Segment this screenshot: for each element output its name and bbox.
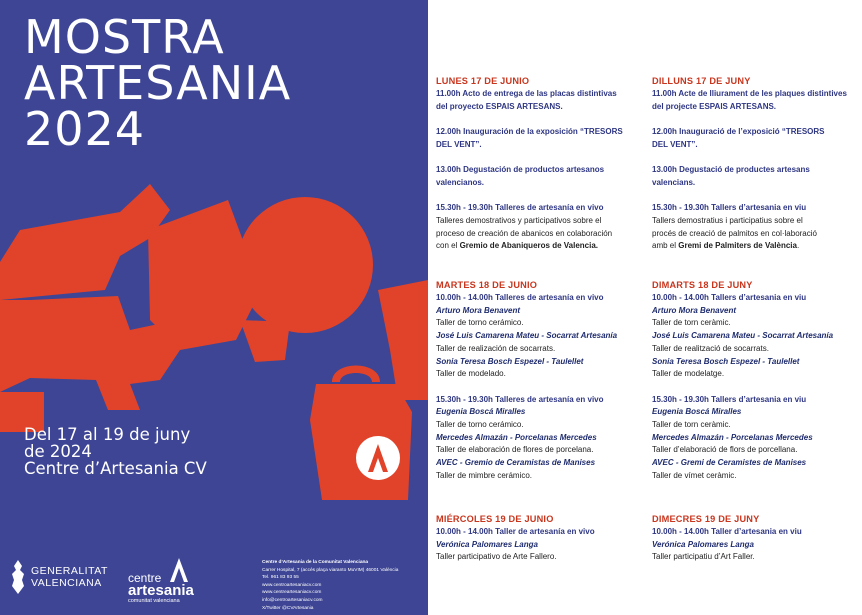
contact-twitter[interactable]: X/Twitter @CVArtesania (262, 605, 314, 611)
event-line: 15.30h - 19.30h Talleres de artesanía en vivo (436, 394, 604, 404)
event-line: 13.00h Degustación de productos artesanos (436, 165, 605, 175)
contact-web-va[interactable]: www.centreartesaniacv.com (262, 590, 322, 596)
workshop-artisan: Sonia Teresa Bosch Espezel - Taulellet (436, 356, 584, 366)
workshop-artisan: Eugenia Boscá Miralles (652, 407, 742, 417)
text-line: Taller de torno cerámico. (436, 318, 524, 328)
day-wednesday-es (436, 513, 651, 564)
text-line: Talleres demostrativos y participativos sobre el (436, 215, 602, 225)
workshop-artisan: Eugenia Boscá Miralles (436, 407, 526, 417)
gv-line-1: GENERALITAT (31, 565, 108, 577)
ca-line-1: centre (128, 571, 162, 585)
vase-shape (0, 184, 170, 300)
text-line: Taller participatiu d’Art Faller. (652, 552, 755, 562)
day-title: DILLUNS 17 DE JUNY (652, 76, 751, 86)
gv-line-2: VALENCIANA (31, 577, 102, 589)
guild-name: Gremi de Palmiters de València (678, 241, 797, 251)
event-line: DEL VENT”. (436, 139, 482, 149)
text-part: . (796, 241, 800, 251)
workshop-artisan: Mercedes Almazán - Porcelanas Mercedes (652, 432, 813, 442)
day-wednesday-va (652, 513, 862, 564)
event-line: valencians. (652, 177, 696, 187)
event-line: 10.00h - 14.00h Taller de artesanía en vivo (436, 527, 595, 536)
workshop-artisan: Arturo Mora Benavent (652, 305, 737, 315)
bowl-shape (0, 300, 30, 392)
workshop-artisan: Verónica Palomares Langa (436, 539, 538, 549)
text-line: Taller de torn ceràmic. (652, 420, 731, 430)
event-line: del projecte ESPAIS ARTESANS. (652, 101, 777, 111)
text-line: procés de creació de palmitos en col·laboració (652, 228, 817, 238)
generalitat-logo (10, 560, 108, 594)
day-tuesday-es (436, 279, 651, 483)
text-line: Taller de realització de socarrats. (652, 343, 769, 353)
event-line: 15.30h - 19.30h Tallers d’artesania en viu (652, 203, 807, 213)
workshop-artisan: AVEC - Gremio de Ceramistas de Manises (436, 458, 596, 468)
text-line (652, 240, 862, 253)
day-monday-va (652, 75, 862, 253)
contact-phone[interactable]: Tel. 961 83 93 55 (262, 575, 299, 581)
contact-web-es[interactable]: www.centroartesaniacv.com (262, 582, 322, 588)
event-line: 15.30h - 19.30h Tallers d’artesania en viu (652, 394, 807, 404)
date-line-1: Del 17 al 19 de juny (24, 425, 191, 444)
day-title: DIMARTS 18 DE JUNY (652, 280, 753, 290)
text-line: proceso de creación de abanicos en colaboración (436, 228, 613, 238)
day-title: LUNES 17 DE JUNIO (436, 76, 530, 86)
poster-panel (0, 0, 428, 615)
ca-line-2: artesania (128, 582, 194, 599)
text-line: Taller de torn ceràmic. (652, 318, 731, 328)
event-line: 10.00h - 14.00h Talleres de artesanía en vivo (436, 293, 604, 302)
artesania-mark-icon (170, 558, 188, 582)
text-part: con el (436, 241, 460, 251)
poster-title (24, 10, 292, 156)
event-line: del proyecto ESPAIS ARTESANS. (436, 101, 563, 111)
poster-footer (0, 550, 428, 615)
text-line: Taller de torno cerámico. (436, 420, 524, 430)
day-title: MIÉRCOLES 19 DE JUNIO (436, 514, 554, 524)
event-line: 11.00h Acto de entrega de las placas distintivas (436, 89, 617, 98)
event-line: 12.00h Inauguración de la exposición “TRESORS (436, 127, 623, 137)
workshop-artisan: Mercedes Almazán - Porcelanas Mercedes (436, 432, 597, 442)
text-line: Taller de mimbre cerámico. (436, 470, 533, 480)
workshop-artisan: José Luis Camarena Mateu - Socarrat Artesanía (652, 331, 834, 341)
bottle-shape (240, 320, 290, 362)
contact-name: Centre d’Artesania de la Comunitat Valenciana (262, 560, 369, 565)
text-line: Taller de realización de socarrats. (436, 343, 556, 353)
guild-name: Gremio de Abaniqueros de Valencia. (459, 241, 598, 251)
bat-crest-icon (10, 560, 26, 594)
date-line-2: de 2024 (24, 442, 92, 461)
text-line: Taller d’elaboració de flors de porcellana. (652, 445, 798, 455)
event-line: 15.30h - 19.30h Talleres de artesanía en vivo (436, 203, 604, 213)
program-panel (428, 0, 862, 615)
text-part: amb el (652, 241, 679, 251)
text-line: Tallers demostratius i participatius sobre el (652, 215, 803, 225)
day-title: DIMECRES 19 DE JUNY (652, 514, 760, 524)
side-shape (378, 280, 428, 400)
event-dates (24, 426, 207, 477)
date-line-3: Centre d’Artesania CV (24, 459, 207, 478)
contact-info (262, 559, 398, 612)
event-line: 13.00h Degustació de productes artesans (652, 165, 810, 175)
contact-email[interactable]: info@centroartesaniacv.com (262, 597, 323, 603)
contact-address: Carrer Hospital, 7 (accés plaça viaranto MuVIM) 46001 València (262, 567, 399, 573)
event-line: 12.00h Inauguració de l’exposició “TRESORS (652, 127, 825, 137)
workshop-artisan: Sonia Teresa Bosch Espezel - Taulellet (652, 356, 800, 366)
text-line: Taller de modelatge. (652, 369, 725, 379)
day-monday-es (436, 75, 651, 253)
day-tuesday-va (652, 279, 862, 483)
text-line (436, 240, 651, 253)
plate-shape (237, 197, 373, 333)
title-line-3: 2024 (24, 102, 146, 156)
event-line: DEL VENT”. (652, 139, 698, 149)
event-line: 10.00h - 14.00h Tallers d’artesania en viu (652, 293, 807, 302)
text-line: Taller participativo de Arte Fallero. (436, 552, 557, 562)
ca-line-3: comunitat valenciana (128, 598, 180, 604)
bag-shape (332, 366, 380, 383)
workshop-artisan: José Luis Camarena Mateu - Socarrat Artesanía (436, 331, 618, 341)
title-line-2: ARTESANIA (24, 56, 292, 110)
text-line: Taller de vímet ceràmic. (652, 470, 737, 480)
day-title: MARTES 18 DE JUNIO (436, 280, 538, 290)
workshop-artisan: AVEC - Gremi de Ceramistes de Manises (652, 458, 807, 468)
event-line: 11.00h Acte de lliurament de les plaques distintives (652, 89, 847, 98)
title-line-1: MOSTRA (24, 10, 225, 64)
event-line: valencianos. (436, 177, 485, 187)
text-line: Taller de elaboración de flores de porcelana. (436, 445, 594, 455)
workshop-artisan: Verónica Palomares Langa (652, 539, 754, 549)
event-line: 10.00h - 14.00h Taller d’artesania en viu (652, 527, 802, 536)
text-line: Taller de modelado. (436, 369, 506, 379)
workshop-artisan: Arturo Mora Benavent (436, 305, 521, 315)
